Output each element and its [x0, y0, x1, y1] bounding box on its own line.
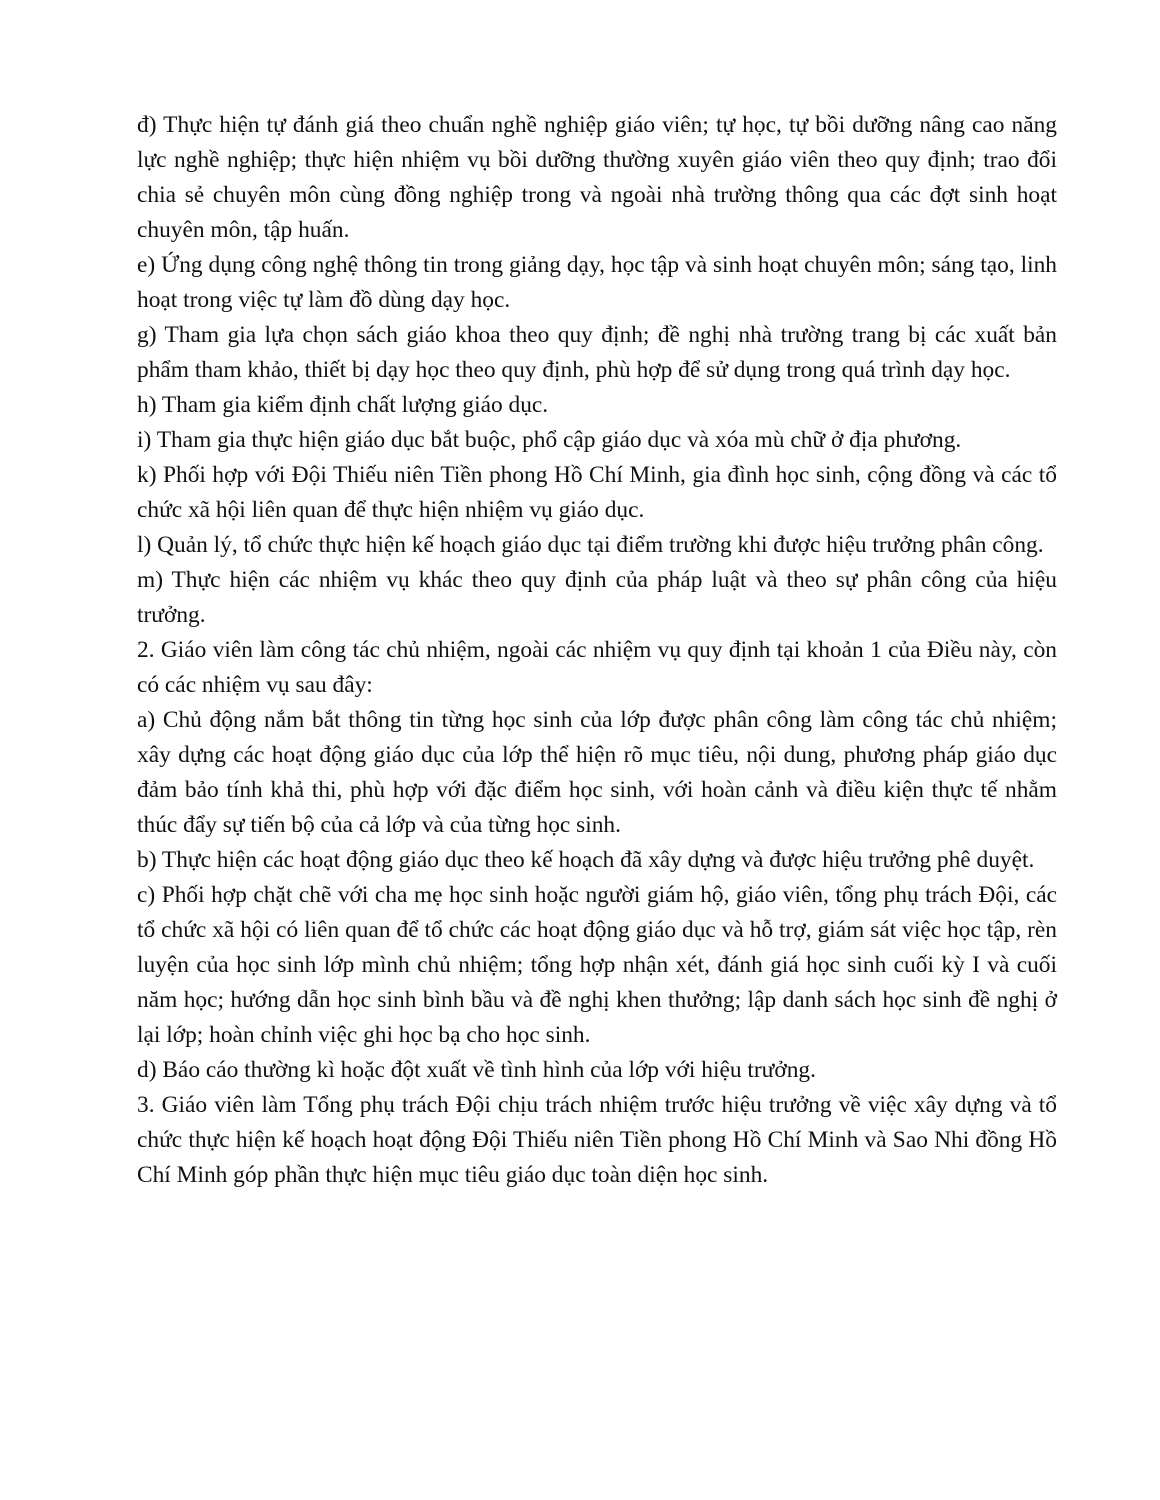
- paragraph-2c-coordination: c) Phối hợp chặt chẽ với cha mẹ học sinh hoặc người giám hộ, giáo viên, tổng phụ trách Đội, các tổ chức xã hội có liên quan để tổ chức các hoạt động giáo dục và hỗ trợ, giám sát việc học tập, rèn luyện của học sinh lớp mình chủ nhiệm; tổng hợp nhận xét, đánh giá học sinh cuối kỳ I và cuối năm học; hướng dẫn học sinh bình bầu và đề nghị khen thưởng; lập danh sách học sinh đề nghị ở lại lớp; hoàn chỉnh việc ghi học bạ cho học sinh.: [137, 882, 1057, 1048]
- document-page: [137, 108, 1057, 1193]
- paragraph-e-ict: e) Ứng dụng công nghệ thông tin trong giảng dạy, học tập và sinh hoạt chuyên môn; sáng tạo, linh hoạt trong việc tự làm đồ dùng dạy học.: [137, 252, 1057, 313]
- paragraph-2-homeroom-teacher: 2. Giáo viên làm công tác chủ nhiệm, ngoài các nhiệm vụ quy định tại khoản 1 của Điều này, còn có các nhiệm vụ sau đây:: [137, 637, 1057, 698]
- paragraph-l-management: l) Quản lý, tổ chức thực hiện kế hoạch giáo dục tại điểm trường khi được hiệu trưởng phân công.: [137, 532, 1044, 558]
- paragraph-m-other-duties: m) Thực hiện các nhiệm vụ khác theo quy định của pháp luật và theo sự phân công của hiệu trưởng.: [137, 567, 1057, 628]
- paragraph-h-accreditation: h) Tham gia kiểm định chất lượng giáo dục.: [137, 392, 549, 418]
- paragraph-2d-reporting: d) Báo cáo thường kì hoặc đột xuất về tình hình của lớp với hiệu trưởng.: [137, 1057, 816, 1083]
- paragraph-d-self-assessment: đ) Thực hiện tự đánh giá theo chuẩn nghề nghiệp giáo viên; tự học, tự bồi dưỡng nâng cao năng lực nghề nghiệp; thực hiện nhiệm vụ bồi dưỡng thường xuyên giáo viên theo quy định; trao đổi chia sẻ chuyên môn cùng đồng nghiệp trong và ngoài nhà trường thông qua các đợt sinh hoạt chuyên môn, tập huấn.: [137, 112, 1057, 243]
- paragraph-2a-student-info: a) Chủ động nắm bắt thông tin từng học sinh của lớp được phân công làm công tác chủ nhiệm; xây dựng các hoạt động giáo dục của lớp thể hiện rõ mục tiêu, nội dung, phương pháp giáo dục đảm bảo tính khả thi, phù hợp với đặc điểm học sinh, với hoàn cảnh và điều kiện thực tế nhằm thúc đẩy sự tiến bộ của cả lớp và của từng học sinh.: [137, 707, 1057, 838]
- paragraph-g-textbooks: g) Tham gia lựa chọn sách giáo khoa theo quy định; đề nghị nhà trường trang bị các xuất bản phẩm tham khảo, thiết bị dạy học theo quy định, phù hợp để sử dụng trong quá trình dạy học.: [137, 322, 1057, 383]
- paragraph-i-compulsory-education: i) Tham gia thực hiện giáo dục bắt buộc, phổ cập giáo dục và xóa mù chữ ở địa phương.: [137, 427, 962, 453]
- paragraph-k-coordination: k) Phối hợp với Đội Thiếu niên Tiền phong Hồ Chí Minh, gia đình học sinh, cộng đồng và các tổ chức xã hội liên quan để thực hiện nhiệm vụ giáo dục.: [137, 462, 1057, 523]
- paragraph-3-team-leader: 3. Giáo viên làm Tổng phụ trách Đội chịu trách nhiệm trước hiệu trưởng về việc xây dựng và tổ chức thực hiện kế hoạch hoạt động Đội Thiếu niên Tiền phong Hồ Chí Minh và Sao Nhi đồng Hồ Chí Minh góp phần thực hiện mục tiêu giáo dục toàn diện học sinh.: [137, 1092, 1057, 1188]
- paragraph-2b-activities: b) Thực hiện các hoạt động giáo dục theo kế hoạch đã xây dựng và được hiệu trưởng phê duyệt.: [137, 847, 1035, 873]
